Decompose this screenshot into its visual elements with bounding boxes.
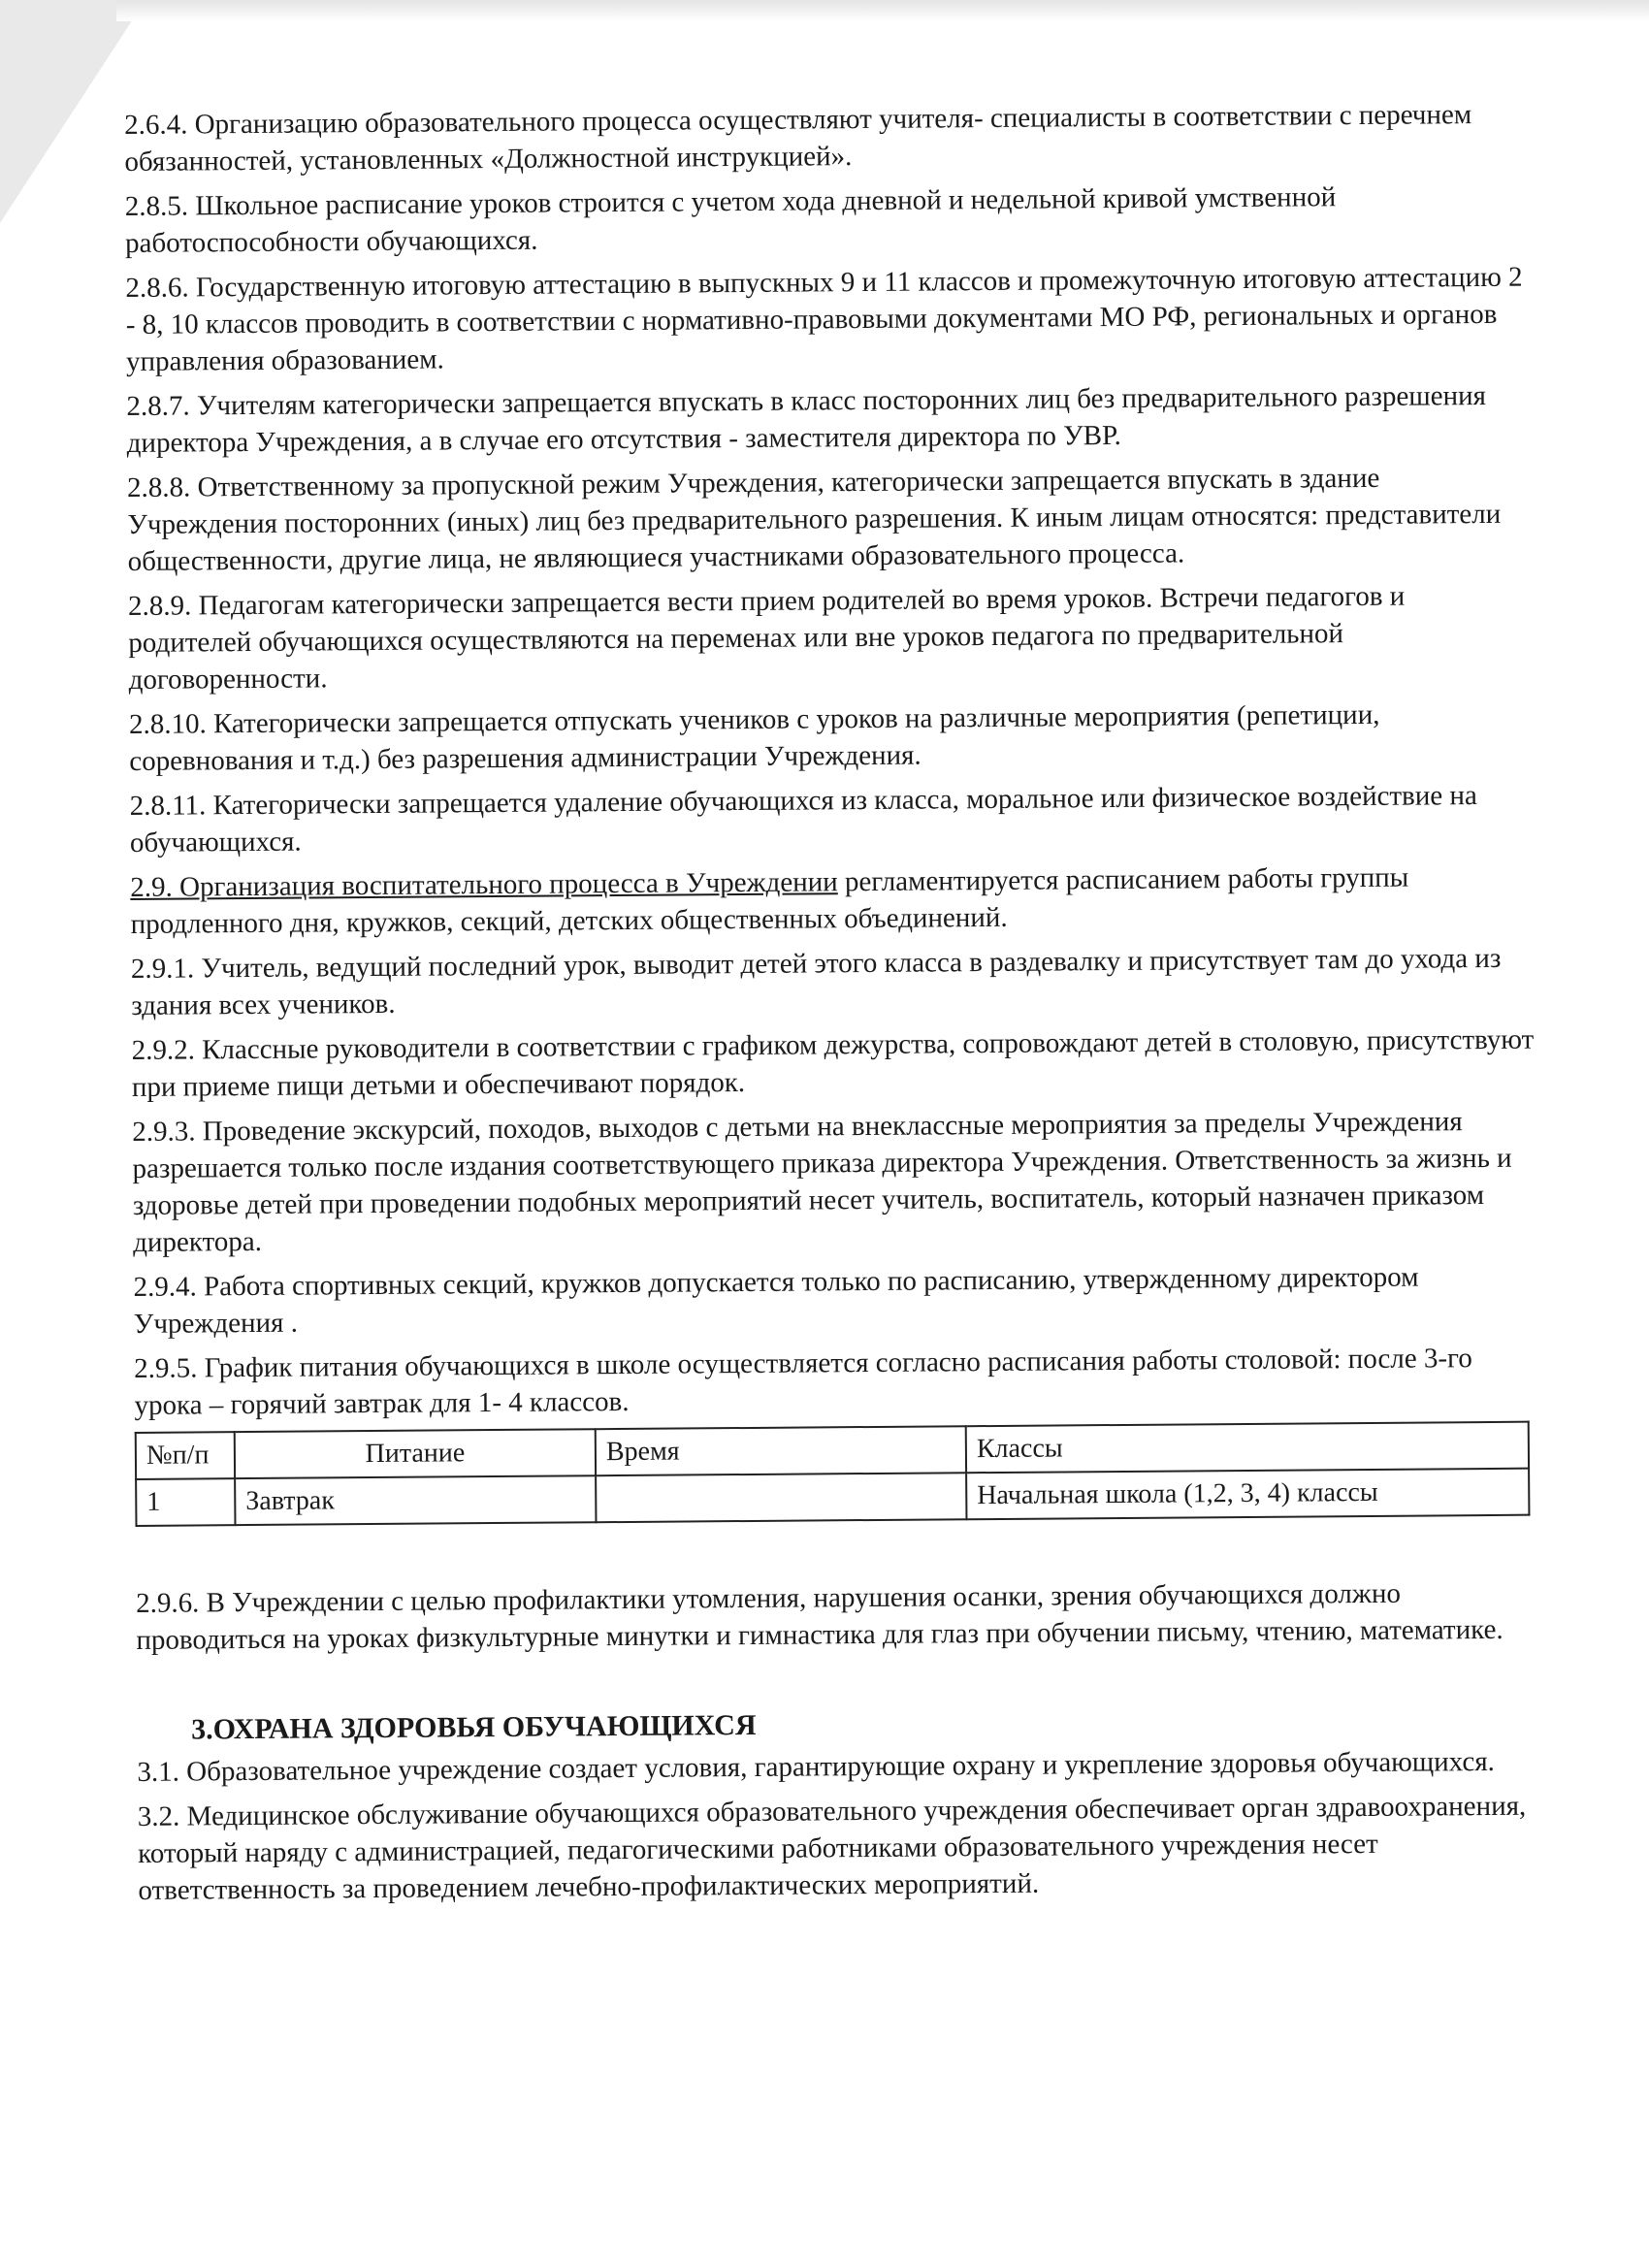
column-header-meal: Питание <box>235 1429 596 1478</box>
paragraph-2-9-underlined: 2.9. Организация воспитательного процесса в Учреждении <box>130 866 838 903</box>
column-header-number: №п/п <box>136 1432 235 1479</box>
section-3-heading: 3.ОХРАНА ЗДОРОВЬЯ ОБУЧАЮЩИХСЯ <box>191 1708 757 1746</box>
meal-schedule-table <box>135 1421 1531 1527</box>
paragraph-2-9-3: 2.9.3. Проведение экскурсий, походов, выходов с детьми на внеклассные мероприятия за пределы Учреждения разрешается только после издания соответствующего приказа директора Учреждения. Ответственность за жизнь и здоровье детей при проведении подобных мероприятий несет учитель, воспитатель, который назначен приказом директора. <box>132 1106 1512 1258</box>
paragraph-2-8-6: 2.8.6. Государственную итоговую аттестацию в выпускных 9 и 11 классов и промежуточную итоговую аттестацию 2 - 8, 10 классов проводить в соответствии с нормативно-правовыми документами МО РФ, региональных и органов управления образованием. <box>125 261 1523 377</box>
paragraph-2-9 <box>130 859 1537 943</box>
cell-meal: Завтрак <box>235 1475 596 1525</box>
paragraph-2-9-4: 2.9.4. Работа спортивных секций, кружков допускается только по расписанию, утвержденному директором Учреждения . <box>133 1261 1419 1340</box>
paragraph-2-8-5: 2.8.5. Школьное расписание уроков строится с учетом хода дневной и недельной кривой умственной работоспособности обучающихся. <box>124 181 1337 259</box>
scan-top-edge <box>116 0 1649 21</box>
document-page <box>124 96 1545 1917</box>
spacer <box>135 1516 1541 1585</box>
paragraph-2-6-4: 2.6.4. Организацию образовательного процесса осуществляют учителя- специалисты в соответствии с перечнем обязанностей, установленных «Должностной инструкцией». <box>124 99 1472 178</box>
column-header-classes: Классы <box>966 1422 1529 1474</box>
paragraph-2-9-2: 2.9.2. Классные руководители в соответствии с графиком дежурства, сопровождают детей в столовую, присутствуют при приеме пищи детьми и обеспечивают порядок. <box>131 1023 1535 1103</box>
cell-time <box>596 1473 966 1522</box>
paragraph-2-8-11: 2.8.11. Категорически запрещается удаление обучающихся из класса, моральное или физическое воздействие на обучающихся. <box>129 780 1477 859</box>
column-header-time: Время <box>596 1426 966 1475</box>
paragraph-3-1: 3.1. Образовательное учреждение создает условия, гарантирующие охрану и укрепление здоровья обучающихся. <box>137 1745 1495 1788</box>
paragraph-2-9-6: 2.9.6. В Учреждении с целью профилактики утомления, нарушения осанки, зрения обучающихся должно проводиться на уроках физкультурные минутки и гимнастика для глаз при обучении письму, чтению, математике. <box>135 1577 1504 1656</box>
cell-classes: Начальная школа (1,2, 3, 4) классы <box>966 1469 1529 1520</box>
paragraph-2-9-rest: регламентируется расписанием работы группы продленного дня, кружков, секций, детских общественных объединений. <box>130 861 1409 940</box>
paragraph-2-8-9: 2.8.9. Педагогам категорически запрещается вести прием родителей во время уроков. Встречи педагогов и родителей обучающихся осуществляются на переменах или вне уроков педагога по предварительной договоренности. <box>127 580 1406 696</box>
paragraph-3-2: 3.2. Медицинское обслуживание обучающихся образовательного учреждения обеспечивает орган здравоохранения, который наряду с администрацией, педагогическими работниками образовательного учреждения несет ответственность за проведением лечебно-профилактических мероприятий. <box>137 1790 1527 1906</box>
paragraph-2-8-10: 2.8.10. Категорически запрещается отпускать учеников с уроков на различные мероприятия (репетиции, соревнования и т.д.) без разрешения администрации Учреждения. <box>128 698 1380 777</box>
paragraph-2-9-5: 2.9.5. График питания обучающихся в школе осуществляется согласно расписания работы столовой: после 3-го урока – горячий завтрак для 1- 4 классов. <box>134 1343 1472 1421</box>
cell-number: 1 <box>136 1478 235 1526</box>
paragraph-2-9-1: 2.9.1. Учитель, ведущий последний урок, выводит детей этого класса в раздевалку и присутствует там до ухода из здания всех учеников. <box>130 942 1502 1021</box>
paragraph-2-8-7: 2.8.7. Учителям категорически запрещается впускать в класс посторонних лиц без предварительного разрешения директора Учреждения, а в случае его отсутствия - заместителя директора по УВР. <box>126 379 1487 459</box>
paragraph-2-8-8: 2.8.8. Ответственному за пропускной режим Учреждения, категорически запрещается впускать в здание Учреждения посторонних (иных) лиц без предварительного разрешения. К иным лицам относятся: представители общественности, другие лица, не являющиеся участниками образовательного процесса. <box>126 462 1502 577</box>
